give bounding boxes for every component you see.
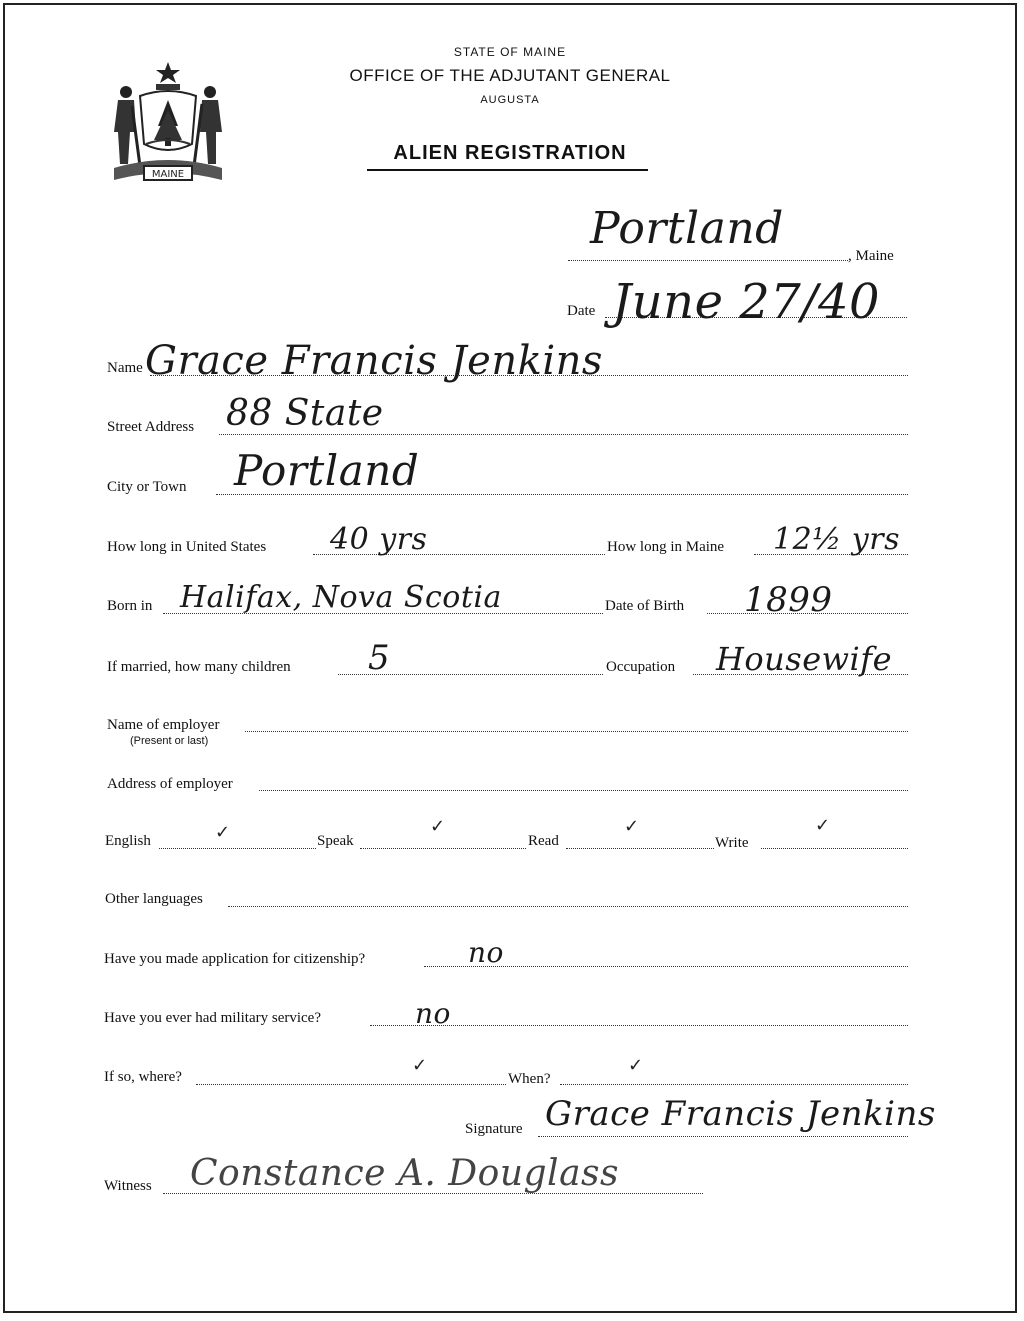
employer-note: (Present or last): [130, 735, 209, 747]
children-value: 5: [368, 638, 391, 678]
employer-label: Name of employer: [107, 717, 220, 733]
witness-value: Constance A. Douglass: [190, 1153, 619, 1194]
name-label: Name: [107, 360, 143, 376]
street-line: [219, 434, 908, 435]
office-heading: OFFICE OF THE ADJUTANT GENERAL: [349, 66, 671, 85]
when-label: When?: [508, 1071, 551, 1087]
city-value: Portland: [234, 446, 420, 495]
english-label: English: [105, 833, 151, 849]
read-label: Read: [528, 833, 559, 849]
date-of-birth-value: 1899: [744, 580, 833, 620]
how-long-us-value: 40 yrs: [330, 522, 428, 557]
signature-label: Signature: [465, 1121, 523, 1137]
date-of-birth-label: Date of Birth: [605, 598, 685, 614]
state-heading: STATE OF MAINE: [453, 45, 567, 59]
military-label: Have you ever had military service?: [104, 1010, 321, 1026]
military-value: no: [415, 997, 451, 1030]
born-in-value: Halifax, Nova Scotia: [180, 580, 502, 615]
english-line: [159, 848, 316, 849]
place-value: Portland: [590, 203, 784, 254]
maine-state-seal: [106, 56, 230, 184]
speak-line: [360, 848, 526, 849]
citizenship-value: no: [468, 936, 504, 969]
title-underline: [367, 169, 648, 171]
born-in-label: Born in: [107, 598, 153, 614]
how-long-maine-value: 12½ yrs: [773, 522, 900, 557]
write-check-mark: ✓: [815, 815, 831, 836]
employer-address-line: [259, 790, 908, 791]
read-check-mark: ✓: [624, 816, 640, 837]
citizenship-label: Have you made application for citizenship?: [104, 951, 366, 967]
write-label: Write: [715, 835, 749, 851]
other-languages-label: Other languages: [105, 891, 203, 907]
when-check-mark: ✓: [628, 1055, 644, 1076]
form-title: ALIEN REGISTRATION: [393, 142, 627, 164]
date-label: Date: [567, 303, 596, 319]
where-check-mark: ✓: [412, 1055, 428, 1076]
occupation-label: Occupation: [606, 659, 676, 675]
speak-check-mark: ✓: [430, 816, 446, 837]
city-heading: AUGUSTA: [480, 94, 540, 106]
read-line: [566, 848, 714, 849]
if-so-where-label: If so, where?: [104, 1069, 182, 1085]
maine-label: , Maine: [848, 248, 894, 264]
signature-value: Grace Francis Jenkins: [545, 1094, 936, 1134]
write-line: [761, 848, 908, 849]
date-value: June 27/40: [612, 274, 881, 330]
if-so-where-line: [196, 1084, 506, 1085]
english-check-mark: ✓: [215, 822, 231, 843]
children-label: If married, how many children: [107, 659, 291, 675]
when-line: [560, 1084, 908, 1085]
other-languages-line: [228, 906, 908, 907]
employer-line: [245, 731, 908, 732]
how-long-maine-label: How long in Maine: [607, 539, 725, 555]
employer-address-label: Address of employer: [107, 776, 233, 792]
street-value: 88 State: [226, 393, 384, 434]
svg-text:MAINE: MAINE: [151, 169, 185, 180]
name-value: Grace Francis Jenkins: [145, 338, 603, 384]
how-long-us-label: How long in United States: [107, 539, 267, 555]
occupation-value: Housewife: [716, 640, 893, 678]
speak-label: Speak: [317, 833, 354, 849]
city-label: City or Town: [107, 479, 187, 495]
signature-line: [538, 1136, 908, 1137]
street-label: Street Address: [107, 419, 195, 435]
witness-label: Witness: [104, 1178, 152, 1194]
place-line: [568, 260, 848, 261]
